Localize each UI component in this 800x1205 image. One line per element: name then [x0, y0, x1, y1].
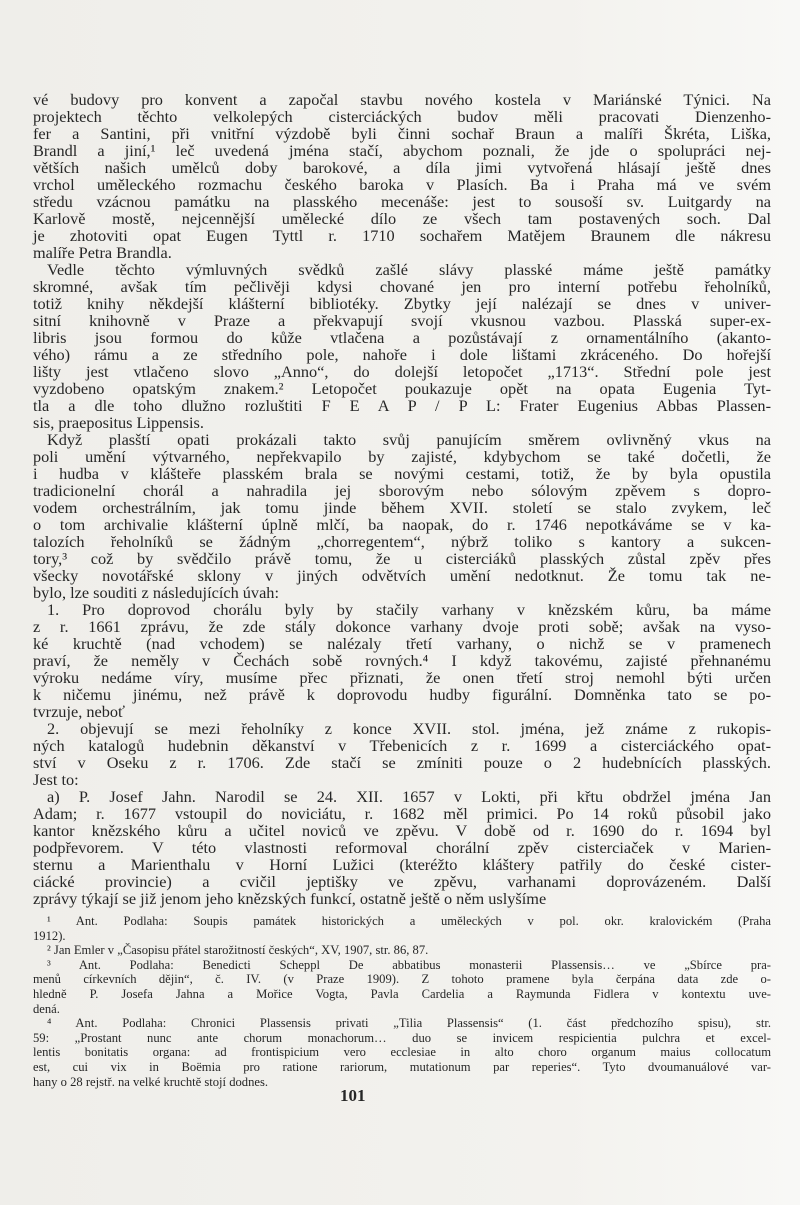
body-line: sternu a Marienthalu v Horní Lužici (kteréžto kláštery patřily do české cister- [33, 855, 771, 874]
body-line: Vedle těchto výmluvných svědků zašlé slávy plasské máme ještě památky [47, 260, 771, 279]
body-line: tory,³ což by svědčilo právě tomu, že u cisterciáků plasských zůstal zpěv přes [33, 549, 771, 568]
body-line: tla a dle toho dlužno rozluštiti F E A P / P L: Frater Eugenius Abbas Plassen- [33, 396, 771, 415]
body-line: vodem orchestrálním, jak tomu jinde během XVII. století se stalo zvykem, leč [33, 498, 771, 517]
body-line: vrchol uměleckého rozmachu českého baroka v Plasích. Ba i Praha má ve svém [33, 175, 771, 194]
body-line: vyzdobeno opatským znakem.² Letopočet poukazuje opět na opata Eugenia Tyt- [33, 379, 771, 398]
footnote-line: est, cui vix in Boëmia pro ratione rariorum, mutationum par reperies“. Tyto dvoumanuálové var- [33, 1059, 771, 1074]
body-line: tradicionelní chorál a nahradila jej sborovým nebo sólovým zpěvem s dopro- [33, 481, 771, 500]
body-line: praví, že neměly v Čechách sobě rovných.⁴ I když takovému, zajisté přehnanému [33, 651, 771, 670]
footnote-line: 59: „Prostant nunc ante chorum monachorum… duo se invicem respicientia pulchra et excel- [33, 1030, 771, 1045]
footnote-line: 1912). [33, 928, 66, 943]
body-line: tvrzuje, neboť [33, 702, 125, 721]
footnote-line: ⁴ Ant. Podlaha: Chronici Plassensis privati „Tilia Plassensis“ (1. část předchozího spisu), str. [47, 1016, 771, 1031]
body-line: o tom archivalie klášterní úplně mlčí, ba naopak, do r. 1746 nepotkáváme se v ka- [33, 515, 771, 534]
body-line: je zhotoviti opat Eugen Tyttl r. 1710 sochařem Matějem Braunem dle nákresu [33, 226, 771, 245]
body-line: ké kruchtě (nad vchodem) se nalézaly třetí varhany, o nichž se v pramenech [33, 634, 771, 653]
body-line: vého) rámu a ze středního pole, nahoře i dole lištami zkráceného. Do hořejší [33, 345, 771, 364]
body-line: skromné, avšak tím pečlivěji kdysi chované jen pro interní potřebu řeholníků, [33, 277, 771, 296]
body-line: talozích řeholníků se žádným „chorregentem“, nýbrž toliko s kantory a sukcen- [33, 532, 771, 551]
body-line: zprávy týkají se již jenom jeho knězských funkcí, ostatně ještě o něm uslyšíme [33, 889, 547, 908]
body-line: kantor knězského kůru a učitel noviců ve zpěvu. V době od r. 1690 do r. 1694 byl [33, 821, 771, 840]
footnote-line: ² Jan Emler v „Časopisu přátel starožitností českých“, XV, 1907, str. 86, 87. [47, 943, 429, 958]
body-line: poli umění výtvarného, nepřekvapilo by zajisté, kdybychom se také dočetli, že [33, 447, 771, 466]
body-line: Když plasští opati prokázali takto svůj panujícím směrem ovlivněný vkus na [47, 430, 771, 449]
body-line: Karlově mostě, nejcennější umělecké dílo ze všech tam postavených soch. Dal [33, 209, 771, 228]
body-line: libris jsou formou do kůže vtlačena a pozůstávají z ornamentálního (akanto- [33, 328, 771, 347]
footnote-line: ¹ Ant. Podlaha: Soupis památek historických a uměleckých v pol. okr. kralovickém (Praha [47, 914, 771, 928]
body-line: všecky novotářské sklony v jiných odvětvích umění nedotknut. Že tomu tak ne- [33, 566, 771, 585]
body-line: vé budovy pro konvent a započal stavbu nového kostela v Mariánské Týnici. Na [33, 90, 771, 109]
footnote-line: lentis bonitatis organa: ad frontispicium vero ecclesiae in alto choro organum maius collocatum [33, 1045, 771, 1060]
body-line: ných katalogů hudebnin děkanství v Třebenicích z r. 1699 a cisterciáckého opat- [33, 736, 771, 755]
body-line: středu vzácnou památku na plasského mecenáše: jest to sousoší sv. Luitgardy na [33, 192, 771, 211]
body-line: větších našich umělců doby barokové, a díla jimi vytvořená hlásají ještě dnes [33, 158, 771, 177]
body-line: výroku nedáme víry, musíme přec přiznati, že onen třetí stroj nemohl býti určen [33, 668, 771, 687]
body-line: projektech těchto velkolepých cisterciáckých budov měli pracovati Dienzenho- [33, 107, 771, 126]
footnote-line: hany o 28 rejstř. na velké kruchtě stojí dodnes. [33, 1074, 269, 1089]
body-line: podpřevorem. V této vlastnosti reformoval chorální zpěv cisterciaček v Marien- [33, 838, 771, 857]
body-line: sitní knihovně v Praze a překvapují svojí vkusnou vazbou. Plasská super-ex- [33, 311, 771, 330]
body-line: Brandl a jiní,¹ leč uvedená jména stačí, abychom poznali, že jde o spolupráci nej- [33, 141, 771, 160]
body-text [33, 91, 771, 907]
footnote-line: menů církevních dějin“, č. IV. (v Praze 1909). Z tohoto pramene byla čerpána data zde o- [33, 972, 771, 987]
body-line: sis, praepositus Lippensis. [33, 413, 204, 432]
body-line: bylo, lze souditi z následujících úvah: [33, 583, 279, 602]
footnote-line: ³ Ant. Podlaha: Benedicti Scheppl De abbatibus monasterii Plassensis… ve „Sbírce pra- [47, 957, 771, 972]
body-line: k ničemu jinému, než právě k doprovodu hudby figurální. Domněnka tato se po- [33, 685, 771, 704]
body-line: Adam; r. 1677 vstoupil do noviciátu, r. 1682 měl primici. Po 14 roků působil jako [33, 804, 771, 823]
footnotes [33, 914, 771, 1089]
footnote-line: hledně P. Josefa Jahna a Mořice Vogta, Pavla Cardelia a Raymunda Fidlera v kontextu uve- [33, 986, 771, 1001]
body-line: ství v Oseku z r. 1706. Zde stačí se zmíniti pouze o 2 hudebnících plasských. [33, 753, 771, 772]
body-line: lišty jest vtlačeno slovo „Anno“, do dolejší letopočet „1713“. Střední pole jest [33, 362, 771, 381]
body-line: fer a Santini, při vnitřní výzdobě byli činni sochař Braun a malíři Škréta, Liška, [33, 124, 771, 143]
body-line: 2. objevují se mezi řeholníky z konce XVII. stol. jména, jež známe z rukopis- [47, 719, 771, 738]
page-number: 101 [340, 1086, 366, 1105]
body-line: z r. 1661 zprávu, že zde stály dokonce varhany dvoje proti sobě; avšak na vyso- [33, 617, 771, 636]
body-line: totiž knihy někdejší klášterní bibliotéky. Zbytky její nalézají se dnes v univer- [33, 294, 771, 313]
body-line: Jest to: [33, 770, 79, 789]
body-line: malíře Petra Brandla. [33, 243, 172, 262]
body-line: ciácké provincie) a cvičil jeptišky ve zpěvu, varhanami doprovázeném. Další [33, 872, 771, 891]
body-line: 1. Pro doprovod chorálu byly by stačily varhany v knězském kůru, ba máme [47, 600, 771, 619]
body-line: a) P. Josef Jahn. Narodil se 24. XII. 1657 v Lokti, při křtu obdržel jména Jan [47, 787, 771, 806]
footnote-line: dená. [33, 1001, 60, 1016]
body-line: i hudba v klášteře plasském brala se novými cestami, totiž, že by byla opustila [33, 464, 771, 483]
